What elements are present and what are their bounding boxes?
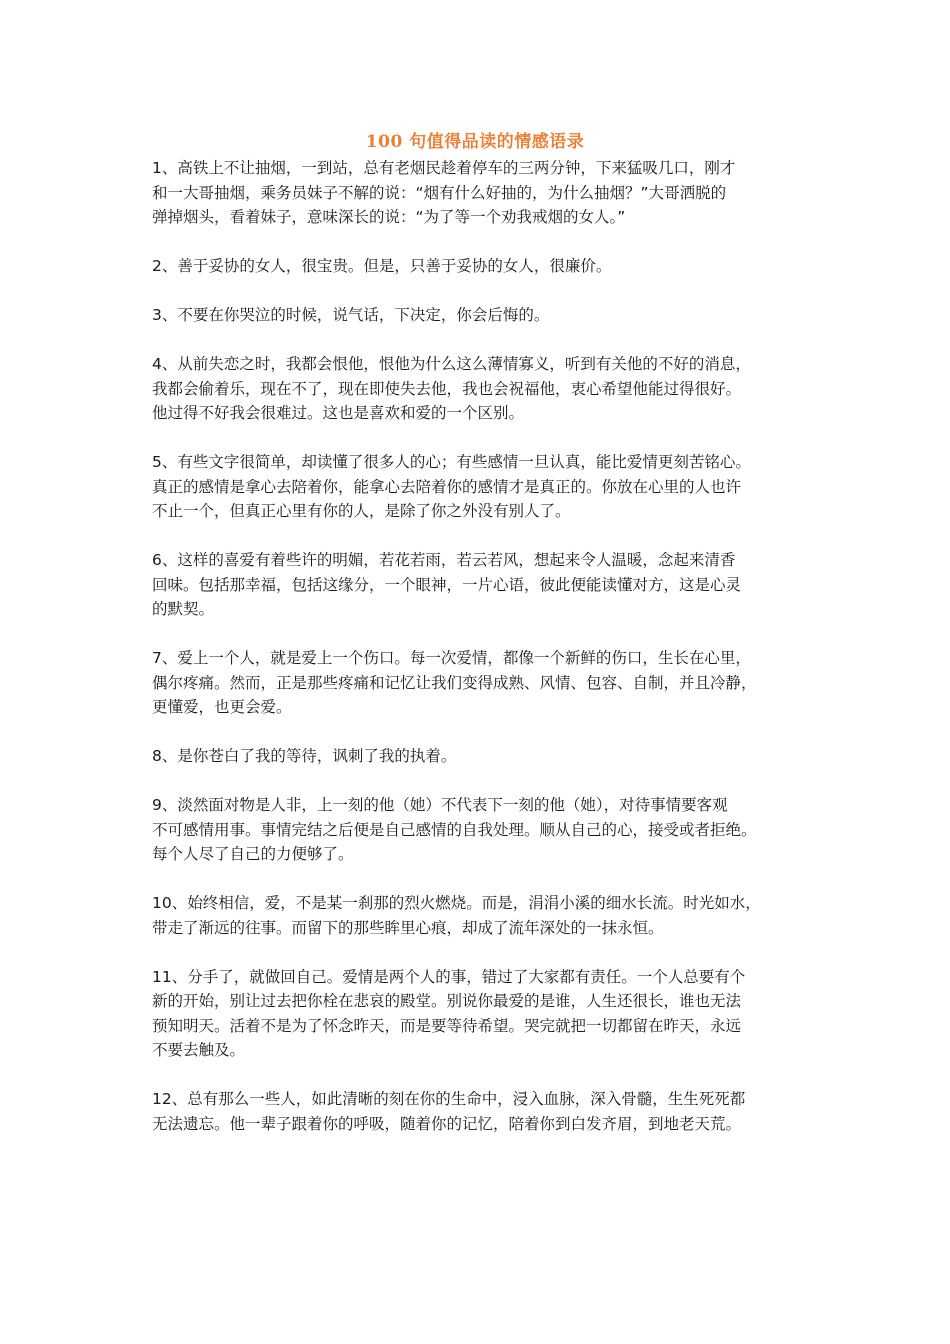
quote-line: 偶尔疼痛。然而，正是那些疼痛和记忆让我们变得成熟、风情、包容、自制，并且冷静， (152, 673, 757, 692)
quote-paragraph (152, 1087, 802, 1136)
quote-line: 预知明天。活着不是为了怀念昨天，而是要等待希望。哭完就把一切都留在昨天，永远 (152, 1016, 742, 1035)
quote-paragraph (152, 450, 802, 524)
quote-line: 不可感情用事。事情完结之后便是自己感情的自我处理。顺从自己的心，接受或者拒绝。 (152, 820, 757, 839)
document-body (152, 156, 802, 1161)
quote-line: 不止一个，但真正心里有你的人，是除了你之外没有别人了。 (152, 502, 571, 520)
quote-line: 弹掉烟头，看着妹子，意味深长的说：“为了等一个劝我戒烟的女人。” (152, 208, 626, 226)
quote-paragraph (152, 793, 802, 867)
quote-paragraph (152, 254, 802, 279)
quote-paragraph (152, 352, 802, 426)
quote-paragraph (152, 744, 802, 769)
quote-line: 无法遗忘。他一辈子跟着你的呼吸，随着你的记忆，陪着你到白发齐眉，到地老天荒。 (152, 1114, 742, 1133)
quote-line: 新的开始，别让过去把你栓在悲哀的殿堂。别说你最爱的是谁，人生还很长，谁也无法 (152, 992, 742, 1010)
quote-line: 8、是你苍白了我的等待，讽刺了我的执着。 (152, 747, 457, 765)
document-title: 100 句值得品读的情感语录 (365, 132, 585, 152)
quote-line: 更懂爱，也更会爱。 (152, 698, 292, 716)
quote-line: 1、高铁上不让抽烟，一到站，总有老烟民趁着停车的三两分钟，下来猛吸几口，刚才 (152, 159, 736, 177)
quote-line: 3、不要在你哭泣的时候，说气话，下决定，你会后悔的。 (152, 306, 550, 324)
quote-line: 不要去触及。 (152, 1041, 246, 1059)
quote-line: 的默契。 (152, 600, 215, 618)
quote-line: 12、总有那么一些人，如此清晰的刻在你的生命中，浸入血脉，深入骨髓，生生死死都 (152, 1090, 746, 1108)
quote-paragraph (152, 548, 802, 622)
quote-line: 他过得不好我会很难过。这也是喜欢和爱的一个区别。 (152, 404, 525, 422)
quote-line: 2、善于妥协的女人，很宝贵。但是，只善于妥协的女人，很廉价。 (152, 257, 612, 275)
quote-line: 我都会偷着乐，现在不了，现在即使失去他，我也会祝福他，衷心希望他能过得很好。 (152, 379, 742, 398)
quote-line: 9、淡然面对物是人非，上一刻的他（她）不代表下一刻的他（她），对待事情要客观 (152, 796, 728, 814)
quote-paragraph (152, 646, 802, 720)
quote-paragraph (152, 156, 802, 230)
quote-line: 带走了渐远的往事。而留下的那些眸里心痕，却成了流年深处的一抹永恒。 (152, 918, 664, 937)
quote-line: 10、始终相信，爱，不是某一刹那的烈火燃烧。而是，涓涓小溪的细水长流。时光如水， (152, 894, 761, 912)
quote-line: 和一大哥抽烟，乘务员妹子不解的说：“烟有什么好抽的，为什么抽烟？”大哥洒脱的 (152, 183, 727, 202)
quote-line: 4、从前失恋之时，我都会恨他，恨他为什么这么薄情寡义，听到有关他的不好的消息， (152, 355, 751, 373)
quote-line: 11、分手了，就做回自己。爱情是两个人的事，错过了大家都有责任。一个人总要有个 (152, 967, 746, 986)
quote-line: 7、爱上一个人，就是爱上一个伤口。每一次爱情，都像一个新鲜的伤口，生长在心里， (152, 649, 751, 667)
quote-line: 6、这样的喜爱有着些许的明媚，若花若雨，若云若风，想起来令人温暖，念起来清香 (152, 551, 736, 569)
quote-line: 回味。包括那幸福，包括这缘分，一个眼神，一片心语，彼此便能读懂对方，这是心灵 (152, 575, 742, 594)
quote-line: 5、有些文字很简单，却读懂了很多人的心；有些感情一旦认真，能比爱情更刻苦铭心。 (152, 453, 751, 471)
quote-paragraph (152, 303, 802, 328)
quote-paragraph (152, 965, 802, 1063)
quote-paragraph (152, 891, 802, 940)
quote-line: 真正的感情是拿心去陪着你，能拿心去陪着你的感情才是真正的。你放在心里的人也许 (152, 477, 742, 496)
quote-line: 每个人尽了自己的力便够了。 (152, 845, 354, 863)
